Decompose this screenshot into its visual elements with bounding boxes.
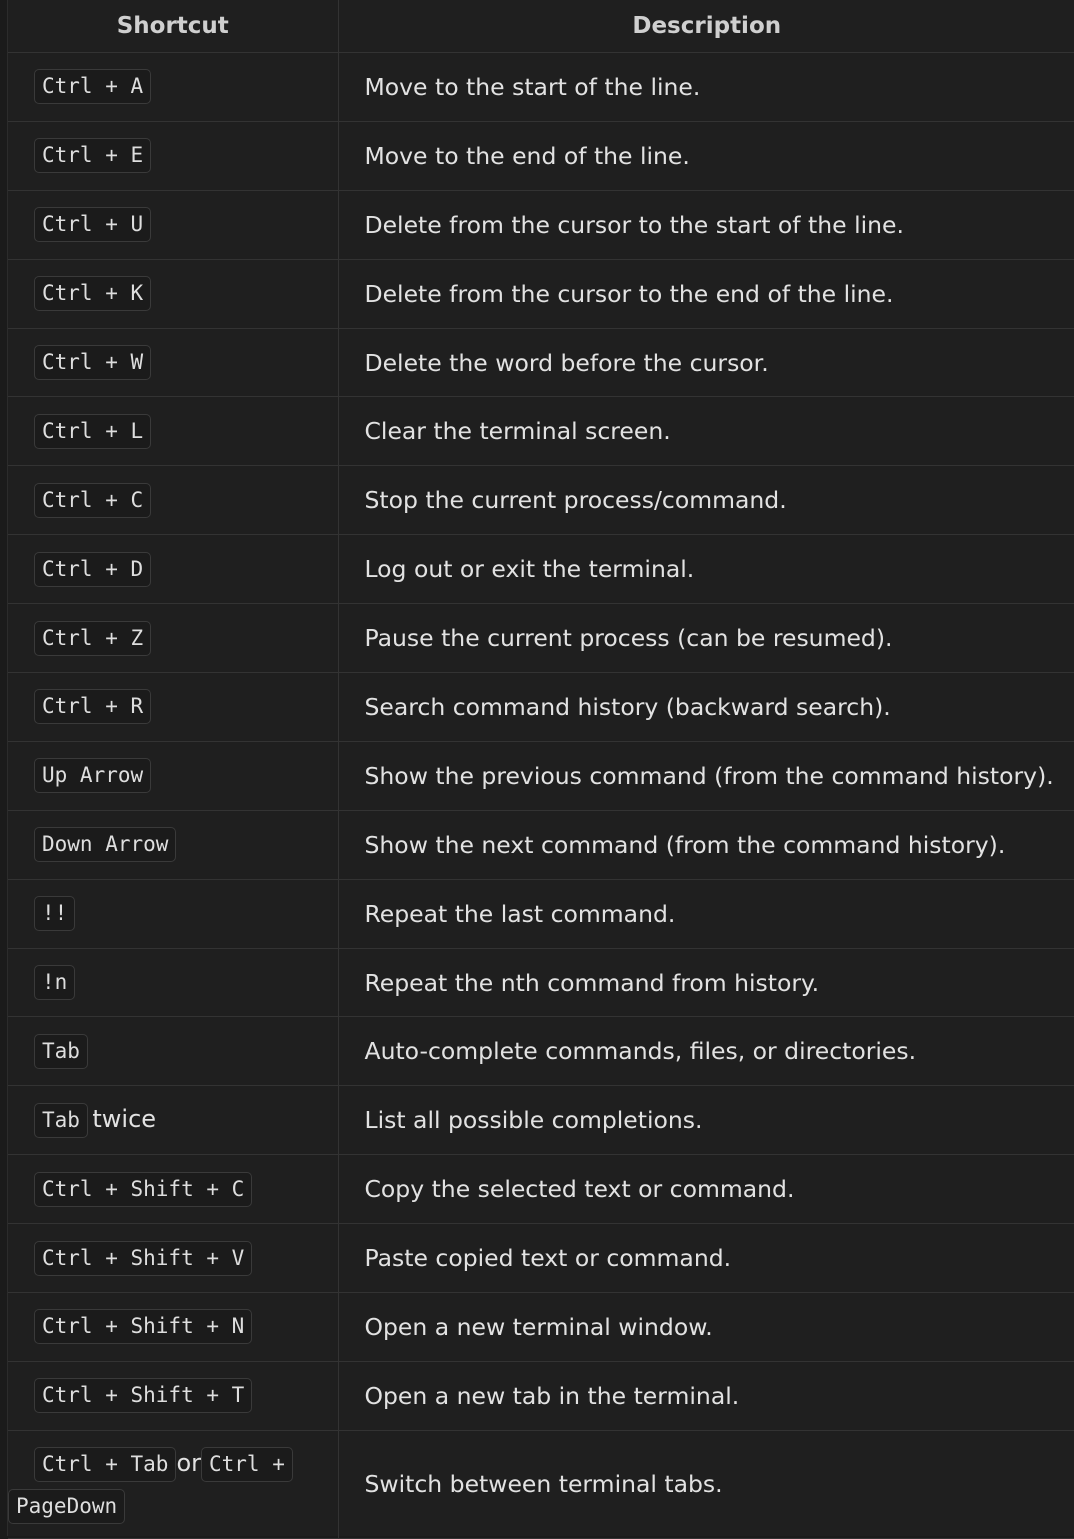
key-suffix-text: twice bbox=[92, 1104, 157, 1133]
description-cell: Copy the selected text or command. bbox=[338, 1155, 1074, 1224]
shortcut-cell bbox=[8, 1017, 338, 1086]
shortcut-cell bbox=[8, 53, 338, 122]
description-cell: Delete from the cursor to the start of the line. bbox=[338, 190, 1074, 259]
shortcut-cell bbox=[8, 328, 338, 397]
table-row bbox=[8, 466, 1074, 535]
key-combo: Ctrl + E bbox=[34, 138, 151, 173]
description-cell: Stop the current process/command. bbox=[338, 466, 1074, 535]
description-cell: Move to the end of the line. bbox=[338, 121, 1074, 190]
key-combo: Ctrl + L bbox=[34, 414, 151, 449]
shortcut-cell bbox=[8, 259, 338, 328]
table-row bbox=[8, 1155, 1074, 1224]
shortcut-cell bbox=[8, 466, 338, 535]
description-cell: Paste copied text or command. bbox=[338, 1224, 1074, 1293]
key-combo: Up Arrow bbox=[34, 758, 151, 793]
table-row bbox=[8, 948, 1074, 1017]
shortcut-cell bbox=[8, 397, 338, 466]
table-row bbox=[8, 673, 1074, 742]
key-combo: Down Arrow bbox=[34, 827, 176, 862]
table-row bbox=[8, 328, 1074, 397]
description-cell: Switch between terminal tabs. bbox=[338, 1430, 1074, 1538]
description-cell: Move to the start of the line. bbox=[338, 53, 1074, 122]
table-row bbox=[8, 879, 1074, 948]
description-cell: Search command history (backward search). bbox=[338, 673, 1074, 742]
key-combo: !! bbox=[34, 896, 75, 931]
shortcut-cell bbox=[8, 121, 338, 190]
table-row bbox=[8, 1361, 1074, 1430]
description-cell: Pause the current process (can be resumed). bbox=[338, 604, 1074, 673]
shortcut-cell bbox=[8, 948, 338, 1017]
shortcut-cell bbox=[8, 810, 338, 879]
description-cell: Log out or exit the terminal. bbox=[338, 535, 1074, 604]
shortcut-cell bbox=[8, 741, 338, 810]
key-combo: Tab bbox=[34, 1034, 88, 1069]
key-combo: Ctrl + R bbox=[34, 689, 151, 724]
key-combo: PageDown bbox=[8, 1489, 125, 1524]
table-row bbox=[8, 121, 1074, 190]
key-combo: Ctrl + W bbox=[34, 345, 151, 380]
key-combo: Ctrl + A bbox=[34, 69, 151, 104]
shortcut-cell bbox=[8, 1293, 338, 1362]
shortcut-cell bbox=[8, 1361, 338, 1430]
description-cell: Repeat the last command. bbox=[338, 879, 1074, 948]
table-row bbox=[8, 741, 1074, 810]
shortcut-cell bbox=[8, 879, 338, 948]
description-cell: Delete from the cursor to the end of the line. bbox=[338, 259, 1074, 328]
description-cell: Open a new terminal window. bbox=[338, 1293, 1074, 1362]
key-combo: Ctrl + K bbox=[34, 276, 151, 311]
key-combo: Ctrl + D bbox=[34, 552, 151, 587]
table-row bbox=[8, 810, 1074, 879]
description-cell: Open a new tab in the terminal. bbox=[338, 1361, 1074, 1430]
key-combo: Ctrl + Shift + T bbox=[34, 1378, 252, 1413]
key-combo: Ctrl + U bbox=[34, 207, 151, 242]
shortcut-cell bbox=[8, 190, 338, 259]
description-cell: Delete the word before the cursor. bbox=[338, 328, 1074, 397]
key-combo: Ctrl + Z bbox=[34, 621, 151, 656]
description-cell: Show the next command (from the command history). bbox=[338, 810, 1074, 879]
table-row bbox=[8, 259, 1074, 328]
shortcut-cell bbox=[8, 1430, 338, 1538]
header-description: Description bbox=[338, 0, 1074, 53]
table-row bbox=[8, 1293, 1074, 1362]
key-combo: !n bbox=[34, 965, 75, 1000]
table-row bbox=[8, 535, 1074, 604]
or-text: or bbox=[176, 1449, 201, 1478]
table-header-row bbox=[8, 0, 1074, 53]
table-row bbox=[8, 190, 1074, 259]
key-combo: Ctrl + Shift + N bbox=[34, 1309, 252, 1344]
shortcuts-table bbox=[8, 0, 1074, 1539]
table-row bbox=[8, 1017, 1074, 1086]
table-row bbox=[8, 1224, 1074, 1293]
description-cell: List all possible completions. bbox=[338, 1086, 1074, 1155]
shortcut-cell bbox=[8, 604, 338, 673]
description-cell: Clear the terminal screen. bbox=[338, 397, 1074, 466]
shortcut-cell bbox=[8, 1155, 338, 1224]
description-cell: Show the previous command (from the command history). bbox=[338, 741, 1074, 810]
description-cell: Repeat the nth command from history. bbox=[338, 948, 1074, 1017]
shortcut-cell bbox=[8, 673, 338, 742]
key-combo: Ctrl + Shift + C bbox=[34, 1172, 252, 1207]
table-row bbox=[8, 604, 1074, 673]
header-shortcut: Shortcut bbox=[8, 0, 338, 53]
table-row bbox=[8, 1430, 1074, 1538]
shortcut-cell bbox=[8, 535, 338, 604]
shortcut-cell bbox=[8, 1086, 338, 1155]
key-combo: Ctrl + Shift + V bbox=[34, 1241, 252, 1276]
shortcut-cell bbox=[8, 1224, 338, 1293]
table-row bbox=[8, 397, 1074, 466]
key-combo: Ctrl + Tab bbox=[34, 1447, 176, 1482]
key-combo: Ctrl + C bbox=[34, 483, 151, 518]
key-combo: Tab bbox=[34, 1103, 88, 1138]
description-cell: Auto-complete commands, files, or directories. bbox=[338, 1017, 1074, 1086]
table-row bbox=[8, 1086, 1074, 1155]
table-row bbox=[8, 53, 1074, 122]
shortcuts-table-container bbox=[7, 0, 1074, 1536]
key-combo: Ctrl + bbox=[201, 1447, 293, 1482]
